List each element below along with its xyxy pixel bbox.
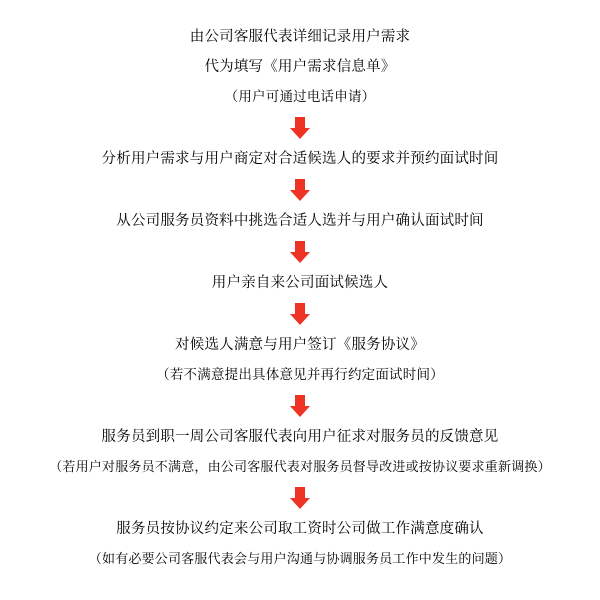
flow-step-7-line-1: 服务员按协议约定来公司取工资时公司做工作满意度确认	[116, 521, 484, 537]
flow-step-3-line-1: 从公司服务员资料中挑选合适人选并与用户确认面试时间	[116, 213, 484, 229]
flow-step-7	[10, 514, 590, 574]
down-arrow-icon	[287, 301, 313, 327]
flow-step-5-line-2: （若不满意提出具体意见并再行约定面试时间）	[156, 367, 444, 382]
flow-step-2	[10, 144, 590, 174]
flow-step-7-line-2: （如有必要公司客服代表会与用户沟通与协调服务员工作中发生的问题）	[88, 551, 512, 566]
flow-step-3	[10, 206, 590, 236]
down-arrow-icon	[287, 115, 313, 141]
flow-step-1-line-1: 由公司客服代表详细记录用户需求	[189, 29, 411, 45]
flow-step-6	[10, 422, 590, 482]
flow-step-2-line-1: 分析用户需求与用户商定对合适候选人的要求并预约面试时间	[101, 151, 499, 167]
flow-step-6-line-1: 服务员到职一周公司客服代表向用户征求对服务员的反馈意见	[101, 429, 499, 445]
flow-step-4-line-1: 用户亲自来公司面试候选人	[211, 275, 389, 291]
down-arrow-icon	[287, 393, 313, 419]
flow-step-1	[10, 22, 590, 112]
flow-step-1-line-3: （用户可通过电话申请）	[224, 89, 376, 104]
flow-step-4	[10, 268, 590, 298]
down-arrow-icon	[287, 485, 313, 511]
down-arrow-icon	[287, 239, 313, 265]
flow-step-6-line-2: （若用户对服务员不满意，由公司客服代表对服务员督导改进或按协议要求重新调换）	[49, 459, 551, 474]
flow-step-5	[10, 330, 590, 390]
flow-step-1-line-2: 代为填写《用户需求信息单》	[204, 59, 396, 75]
flow-step-5-line-1: 对候选人满意与用户签订《服务协议》	[175, 337, 425, 353]
down-arrow-icon	[287, 177, 313, 203]
